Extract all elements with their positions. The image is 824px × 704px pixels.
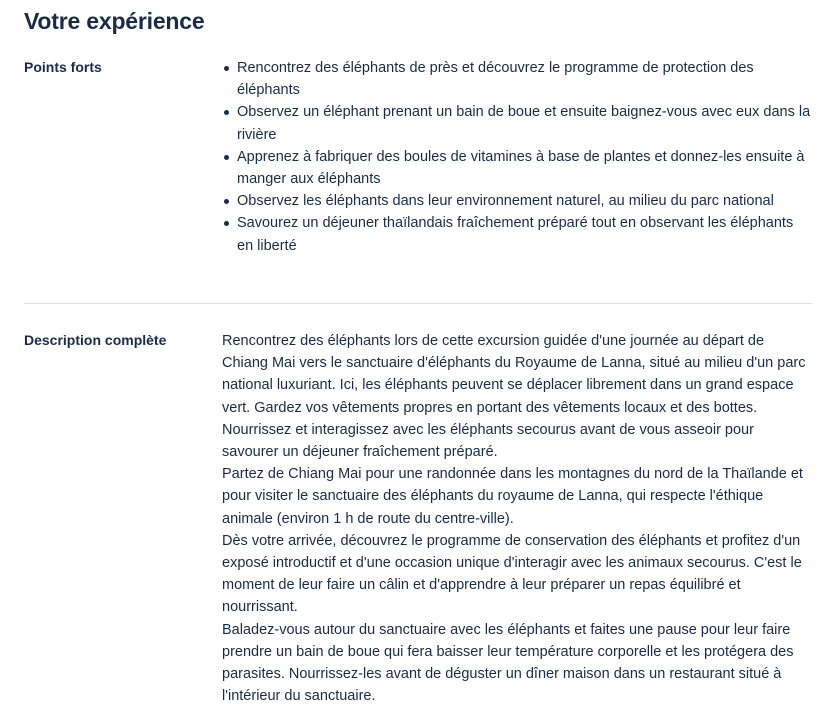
highlight-item: Observez les éléphants dans leur environnement naturel, au milieu du parc national <box>222 190 812 212</box>
highlights-content <box>222 57 812 257</box>
description-paragraph: Dès votre arrivée, découvrez le programme de conservation des éléphants et profitez d'un exposé introductif et d'une occasion unique d'interagir avec les animaux secourus. C'est le moment de leur faire un câlin et d'apprendre à leur préparer un repas équilibré et nourrissant. <box>222 532 802 616</box>
description-paragraph: Partez de Chiang Mai pour une randonnée dans les montagnes du nord de la Thaïlande et pour visiter le sanctuaire des éléphants du royaume de Lanna, qui respecte l'éthique animale (environ 1 h de route du centre-ville). <box>222 466 803 527</box>
section-divider <box>24 303 812 304</box>
description-paragraph: Baladez-vous autour du sanctuaire avec les éléphants et faites une pause pour leur faire prendre un bain de boue qui fera baisser leur température corporelle et les protégera des parasites. Nourrissez-les avant de déguster un dîner maison dans un restaurant situé à l'intérieur du sanctuaire. <box>222 621 794 704</box>
highlights-section <box>24 57 812 257</box>
highlights-label: Points forts <box>24 59 102 75</box>
full-description-label: Description complète <box>24 332 167 348</box>
full-description-section <box>24 330 812 704</box>
highlights-list <box>222 57 812 257</box>
highlight-item: Apprenez à fabriquer des boules de vitamines à base de plantes et donnez-les ensuite à manger aux éléphants <box>222 146 812 190</box>
highlight-item: Savourez un déjeuner thaïlandais fraîchement préparé tout en observant les éléphants en liberté <box>222 212 812 256</box>
highlight-item: Rencontrez des éléphants de près et découvrez le programme de protection des éléphants <box>222 57 812 101</box>
section-title: Votre expérience <box>24 8 205 34</box>
description-paragraph: Rencontrez des éléphants lors de cette excursion guidée d'une journée au départ de Chiang Mai vers le sanctuaire d'éléphants du Royaume de Lanna, situé au milieu d'un parc national luxuriant. Ici, les éléphants peuvent se déplacer librement dans un grand espace vert. Gardez vos vêtements propres en portant des vêtements locaux et des bottes. Nourrissez et interagissez avec les éléphants secourus avant de vous asseoir pour savourer un déjeuner fraîchement préparé. <box>222 333 806 461</box>
full-description-content <box>222 330 812 704</box>
highlight-item: Observez un éléphant prenant un bain de boue et ensuite baignez-vous avec eux dans la rivière <box>222 101 812 145</box>
